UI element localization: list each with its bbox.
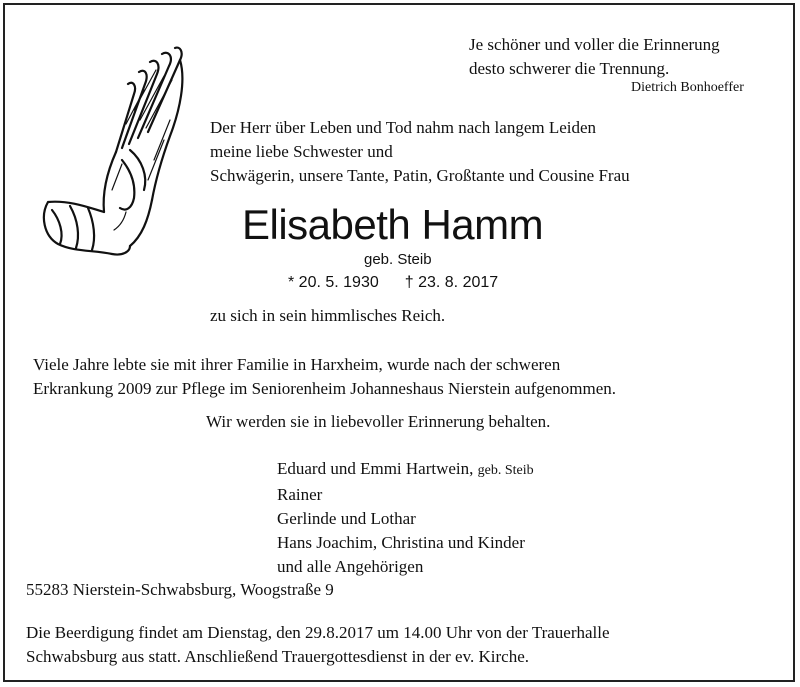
death-date: † 23. 8. 2017 <box>404 274 499 291</box>
quote-line-1: Je schöner und voller die Erinnerung <box>469 35 720 54</box>
intro-line-2: meine liebe Schwester und <box>210 142 393 161</box>
birth-date: * 20. 5. 1930 <box>288 274 379 291</box>
life-dates <box>288 274 524 292</box>
mourner-line-1 <box>277 457 534 483</box>
quote <box>469 33 720 81</box>
funeral-info <box>26 621 610 669</box>
quote-author: Dietrich Bonhoeffer <box>631 80 744 95</box>
deceased-name: Elisabeth Hamm <box>242 201 544 248</box>
intro-text <box>210 116 630 188</box>
funeral-line-2: Schwabsburg aus statt. Anschließend Trauergottesdienst in der ev. Kirche. <box>26 647 529 666</box>
mourner-note: geb. Steib <box>477 463 534 478</box>
biography-line-1: Viele Jahre lebte sie mit ihrer Familie in Harxheim, wurde nach der schweren <box>33 355 561 374</box>
intro-line-3: Schwägerin, unsere Tante, Patin, Großtante und Cousine Frau <box>210 166 630 185</box>
mourner-line-4: Hans Joachim, Christina und Kinder <box>277 533 525 552</box>
mourner-line-3: Gerlinde und Lothar <box>277 509 416 528</box>
praying-hands-icon <box>30 40 190 260</box>
maiden-name: geb. Steib <box>364 251 432 268</box>
biography-line-2: Erkrankung 2009 zur Pflege im Seniorenheim Johanneshaus Nierstein aufgenommen. <box>33 379 617 398</box>
remembrance-text: Wir werden sie in liebevoller Erinnerung behalten. <box>206 412 551 431</box>
mourner-names: Eduard und Emmi Hartwein, <box>277 459 474 478</box>
quote-line-2: desto schwerer die Trennung. <box>469 59 670 78</box>
funeral-line-1: Die Beerdigung findet am Dienstag, den 29.8.2017 um 14.00 Uhr von der Trauerhalle <box>26 623 610 642</box>
mourners-list <box>277 457 534 579</box>
mourner-line-5: und alle Angehörigen <box>277 557 424 576</box>
biography <box>33 353 616 401</box>
address: 55283 Nierstein-Schwabsburg, Woogstraße 9 <box>26 580 334 599</box>
closing-intro: zu sich in sein himmlisches Reich. <box>210 306 446 325</box>
mourner-line-2: Rainer <box>277 485 323 504</box>
intro-line-1: Der Herr über Leben und Tod nahm nach langem Leiden <box>210 118 597 137</box>
